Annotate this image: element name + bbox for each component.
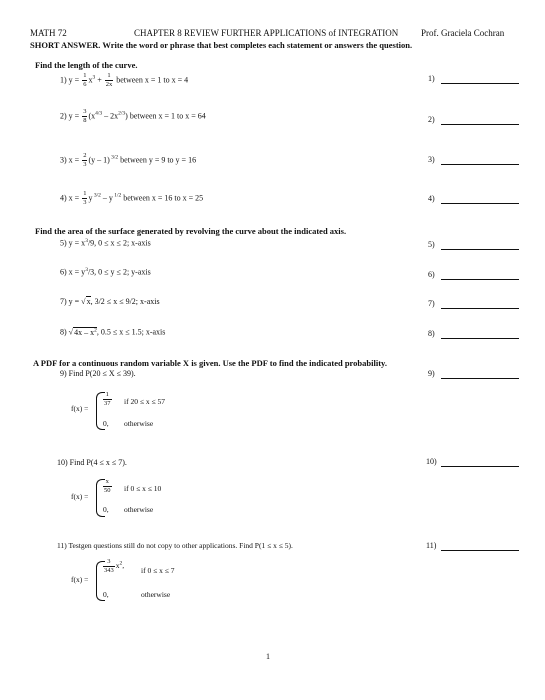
- instructor-name: Prof. Graciela Cochran: [421, 28, 505, 38]
- question-8: 8) $√4x - x^2$, 0.5 ≤ x ≤ 1.5; x-axis: [60, 327, 166, 337]
- answer-number-5: 5): [428, 240, 435, 249]
- q11-fx-label: f(x) =: [71, 575, 89, 584]
- answer-blank-9[interactable]: [441, 378, 519, 379]
- question-11: 11) Testgen questions still do not copy to other applications. Find P(1 ≤ x ≤ 5).: [57, 541, 293, 550]
- answer-blank-2[interactable]: [441, 124, 519, 125]
- q10-fx-label: f(x) =: [71, 492, 89, 501]
- q9-condition: if 20 ≤ x ≤ 57: [124, 397, 165, 406]
- q11-zero: 0,: [103, 590, 109, 599]
- answer-number-7: 7): [428, 299, 435, 308]
- q3-fraction: $\frac{2}{3}$: [83, 152, 87, 168]
- section3-heading: A PDF for a continuous random variable X is given. Use the PDF to find the indicated probability.: [33, 358, 387, 368]
- answer-blank-11[interactable]: [441, 550, 519, 551]
- q10-condition: if 0 ≤ x ≤ 10: [124, 484, 162, 493]
- q11-condition: if 0 ≤ x ≤ 7: [141, 566, 175, 575]
- answer-blank-3[interactable]: [441, 164, 519, 165]
- question-1: 1) y = $\frac{1}{6}$ $x^3$ + $\frac{1}{2x}$ between x = 1 to x = 4: [60, 72, 189, 88]
- q2-fraction: $\frac{3}{8}$: [83, 108, 87, 124]
- q10-fraction: $\frac{x}{50}$: [104, 477, 111, 494]
- answer-number-2: 2): [428, 115, 435, 124]
- question-7: 7) y = √x, 3/2 ≤ x ≤ 9/2; x-axis: [60, 297, 160, 306]
- answer-number-3: 3): [428, 155, 435, 164]
- answer-number-6: 6): [428, 270, 435, 279]
- page-number: 1: [266, 652, 270, 661]
- q1-fraction2: $\frac{1}{2x}$: [105, 72, 113, 88]
- q1-lead: 1) y =: [60, 75, 80, 85]
- q10-zero: 0,: [103, 505, 109, 514]
- answer-number-11: 11): [426, 541, 437, 550]
- worksheet-title: CHAPTER 8 REVIEW FURTHER APPLICATIONS of INTEGRATION: [134, 28, 399, 38]
- answer-number-4: 4): [428, 194, 435, 203]
- answer-blank-6[interactable]: [441, 279, 519, 280]
- course-code: MATH 72: [30, 28, 67, 38]
- question-3: 3) x = $\frac{2}{3}$ (y – 1) $^{3/2}$ between y = 9 to y = 16: [60, 152, 197, 168]
- answer-blank-10[interactable]: [441, 466, 519, 467]
- question-9: 9) Find P(20 ≤ X ≤ 39).: [60, 369, 136, 378]
- answer-blank-1[interactable]: [441, 83, 519, 84]
- answer-blank-5[interactable]: [441, 249, 519, 250]
- question-4: 4) x = $\frac{1}{3}$ y $^{3/2}$ – y $^{1/2}$ between x = 16 to x = 25: [60, 190, 204, 206]
- section2-heading: Find the area of the surface generated by revolving the curve about the indicated axis.: [35, 226, 347, 236]
- q1-fraction1: $\frac{1}{6}$: [83, 72, 87, 88]
- question-5: 5) $y = x^3/9$, 0 ≤ x ≤ 2; x-axis: [60, 238, 151, 248]
- question-6: 6) $x = y^3/3$, 0 ≤ y ≤ 2; y-axis: [60, 267, 151, 277]
- answer-blank-7[interactable]: [441, 308, 519, 309]
- q4-fraction: $\frac{1}{3}$: [83, 190, 87, 206]
- q11-expression: $\frac{3}{343}$ $x^2$,: [104, 558, 125, 574]
- answer-number-8: 8): [428, 329, 435, 338]
- q9-fx-label: f(x) =: [71, 404, 89, 413]
- q9-otherwise: otherwise: [124, 419, 154, 428]
- answer-blank-8[interactable]: [441, 338, 519, 339]
- q10-otherwise: otherwise: [124, 505, 154, 514]
- answer-number-1: 1): [428, 74, 435, 83]
- answer-number-10: 10): [426, 457, 437, 466]
- question-10: 10) Find P(4 ≤ x ≤ 7).: [57, 458, 127, 467]
- q9-zero: 0,: [103, 419, 109, 428]
- section1-heading: Find the length of the curve.: [35, 60, 138, 70]
- instructions: SHORT ANSWER. Write the word or phrase that best completes each statement or answers the question.: [30, 40, 413, 50]
- q11-otherwise: otherwise: [141, 590, 171, 599]
- answer-blank-4[interactable]: [441, 203, 519, 204]
- answer-number-9: 9): [428, 369, 435, 378]
- question-2: 2) y = $\frac{3}{8}$ $(x^{4/3} - 2x^{2/3})$ between x = 1 to x = 64: [60, 108, 206, 124]
- q8-radicand: $4x - x^2$: [74, 327, 97, 337]
- q9-fraction: $\frac{1}{37}$: [104, 390, 111, 407]
